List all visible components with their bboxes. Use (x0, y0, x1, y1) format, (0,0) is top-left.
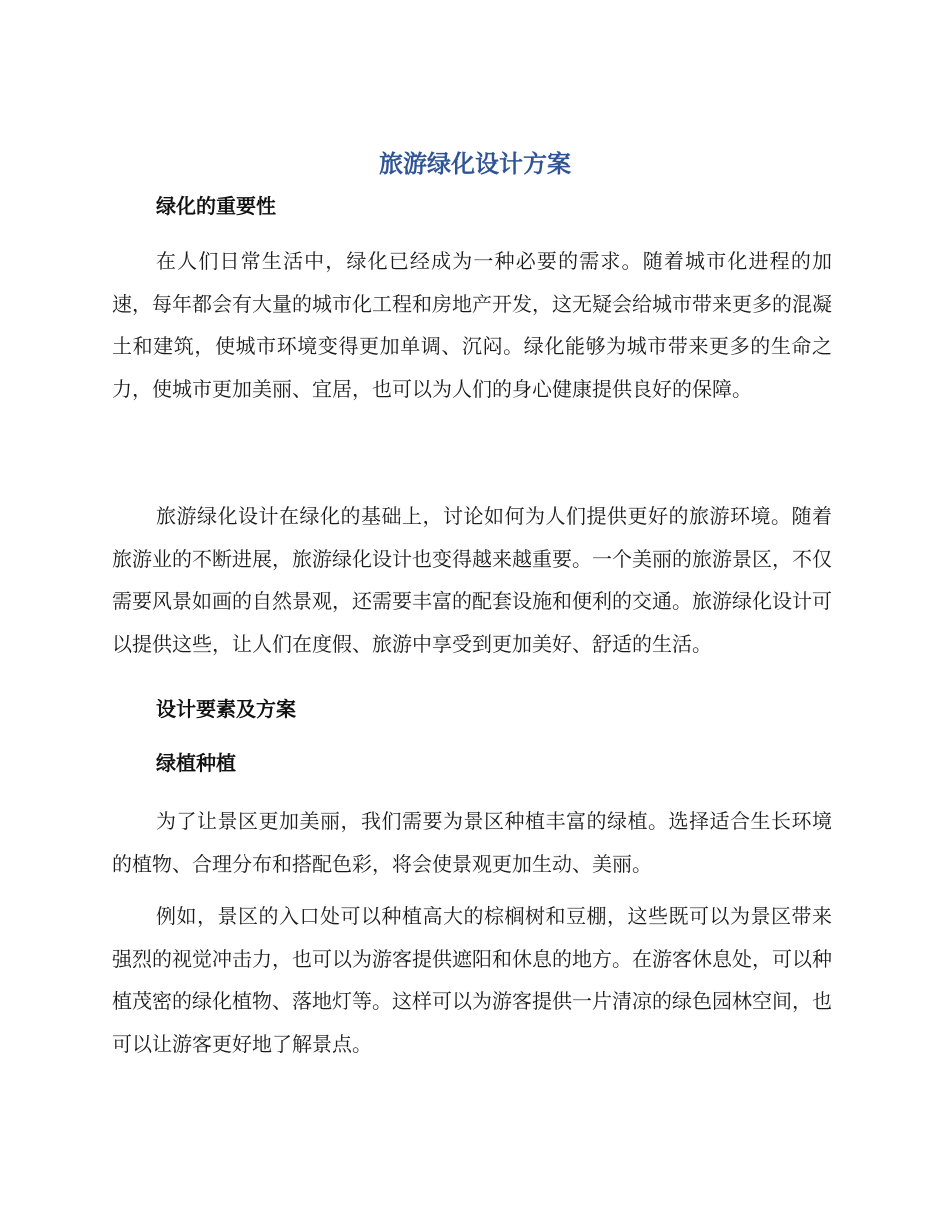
paragraph-planting-1: 为了让景区更加美丽，我们需要为景区种植丰富的绿植。选择适合生长环境的植物、合理分布和搭配色彩，将会使景观更加生动、美丽。 (112, 809, 832, 876)
section-heading-planting: 绿植种植 (156, 751, 236, 775)
section-heading-importance: 绿化的重要性 (156, 194, 276, 218)
paragraph-importance-2: 旅游绿化设计在绿化的基础上，讨论如何为人们提供更好的旅游环境。随着旅游业的不断进展，旅游绿化设计也变得越来越重要。一个美丽的旅游景区，不仅需要风景如画的自然景观，还需要丰富的配套设施和便利的交通。旅游绿化设计可以提供这些，让人们在度假、旅游中享受到更加美好、舒适的生活。 (112, 504, 832, 656)
paragraph-importance-1: 在人们日常生活中，绿化已经成为一种必要的需求。随着城市化进程的加速，每年都会有大量的城市化工程和房地产开发，这无疑会给城市带来更多的混凝土和建筑，使城市环境变得更加单调、沉闷。绿化能够为城市带来更多的生命之力，使城市更加美丽、宜居，也可以为人们的身心健康提供良好的保障。 (112, 249, 832, 401)
paragraph-planting-2: 例如，景区的入口处可以种植高大的棕榈树和豆棚，这些既可以为景区带来强烈的视觉冲击力，也可以为游客提供遮阳和休息的地方。在游客休息处，可以种植茂密的绿化植物、落地灯等。这样可以为游客提供一片清凉的绿色园林空间，也可以让游客更好地了解景点。 (112, 904, 832, 1056)
document-title: 旅游绿化设计方案 (379, 150, 571, 178)
section-heading-design-elements: 设计要素及方案 (156, 697, 296, 721)
